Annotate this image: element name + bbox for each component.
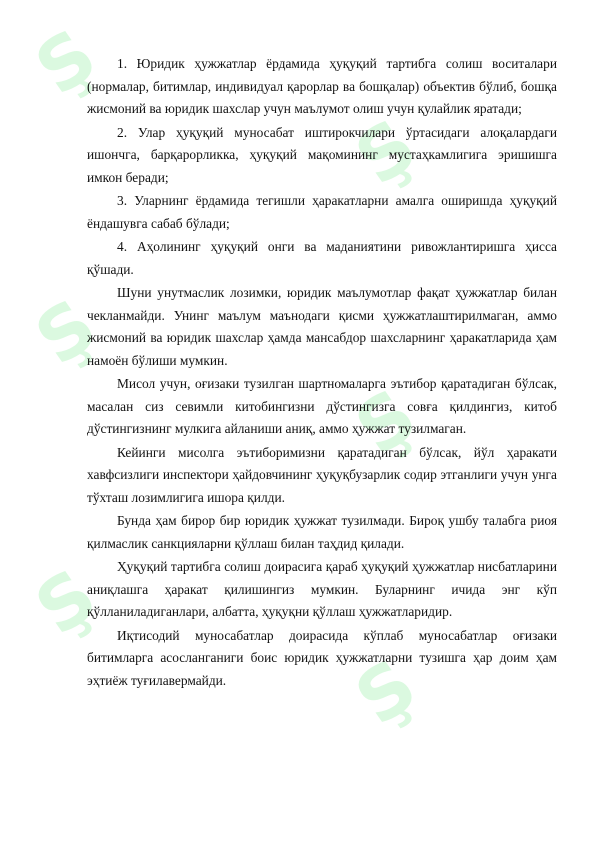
watermark-logo: Ş: [340, 102, 432, 202]
document-body: [87, 53, 557, 693]
paragraph: Ҳуқуқий тартибга солиш доирасига қараб ҳуқуқий ҳужжатлар нисбатларини аниқлашга ҳаракат қилишингиз мумкин. Буларнинг ичида энг кўп қўлланиладиганлари, албатта, ҳуқуқни қўллаш ҳужжатларидир.: [87, 559, 557, 619]
paragraph: Мисол учун, оғизаки тузилган шартномаларга эътибор қаратадиган бўлсак, масалан сиз севимли китобингизни дўстингизга совға қилдингиз, китоб дўстингизнинг мулкига айланиши аниқ, аммо ҳужжат тузилмаган.: [87, 376, 557, 436]
watermark-logo: Ş: [20, 552, 112, 652]
paragraph: 4. Аҳолининг ҳуқуқий онги ва маданиятини ривожлантиришга ҳисса қўшади.: [87, 239, 557, 277]
paragraph: Иқтисодий муносабатлар доирасида кўплаб муносабатлар оғизаки битимларга асосланганиги боис юридик ҳужжатларни тузишга ҳар доим ҳам эҳтиёж туғилавермайди.: [87, 627, 557, 688]
paragraph: 3. Уларнинг ёрдамида тегишли ҳаракатларни амалга оширишда ҳуқуқий ёндашувга сабаб бўлади;: [87, 193, 557, 231]
paragraph: Шуни унутмаслик лозимки, юридик маълумотлар фақат ҳужжатлар билан чекланмайди. Унинг маълум маънодаги қисми ҳужжатлаштирилмаган, аммо жисмоний ва юридик шахслар ҳамда мансабдор шахсларнинг ҳаракатларида ҳам намоён бўлиши мумкин.: [87, 285, 557, 368]
watermark-logo: Ş: [340, 372, 432, 472]
paragraph: 1. Юридик ҳужжатлар ёрдамида ҳуқуқий тартибга солиш воситалари (нормалар, битимлар, индивидуал қарорлар ва бошқалар) объектив бўлиб, бошқа жисмоний ва юридик шахслар учун маълумот олиш учун қулайлик яратади;: [87, 56, 557, 116]
watermark-logo: Ş: [20, 282, 112, 382]
paragraph: Бунда ҳам бирор бир юридик ҳужжат тузилмади. Бироқ ушбу талабга риоя қилмаслик санкцияларни қўллаш билан таҳдид қилади.: [87, 513, 557, 551]
watermark-logo: Ş: [20, 12, 112, 112]
paragraph: Кейинги мисолга эътиборимизни қаратадиган бўлсак, йўл ҳаракати хавфсизлиги инспектори ҳайдовчининг ҳуқуқбузарлик содир этганлиги учун унга тўхташ лозимлигига ишора қилди.: [87, 444, 557, 505]
paragraph: 2. Улар ҳуқуқий муносабат иштирокчилари ўртасидаги алоқалардаги ишончга, барқарорликка, ҳуқуқий мақомининг мустаҳкамлигига эришишга имкон беради;: [87, 124, 557, 185]
watermark-logo: Ş: [340, 642, 432, 742]
